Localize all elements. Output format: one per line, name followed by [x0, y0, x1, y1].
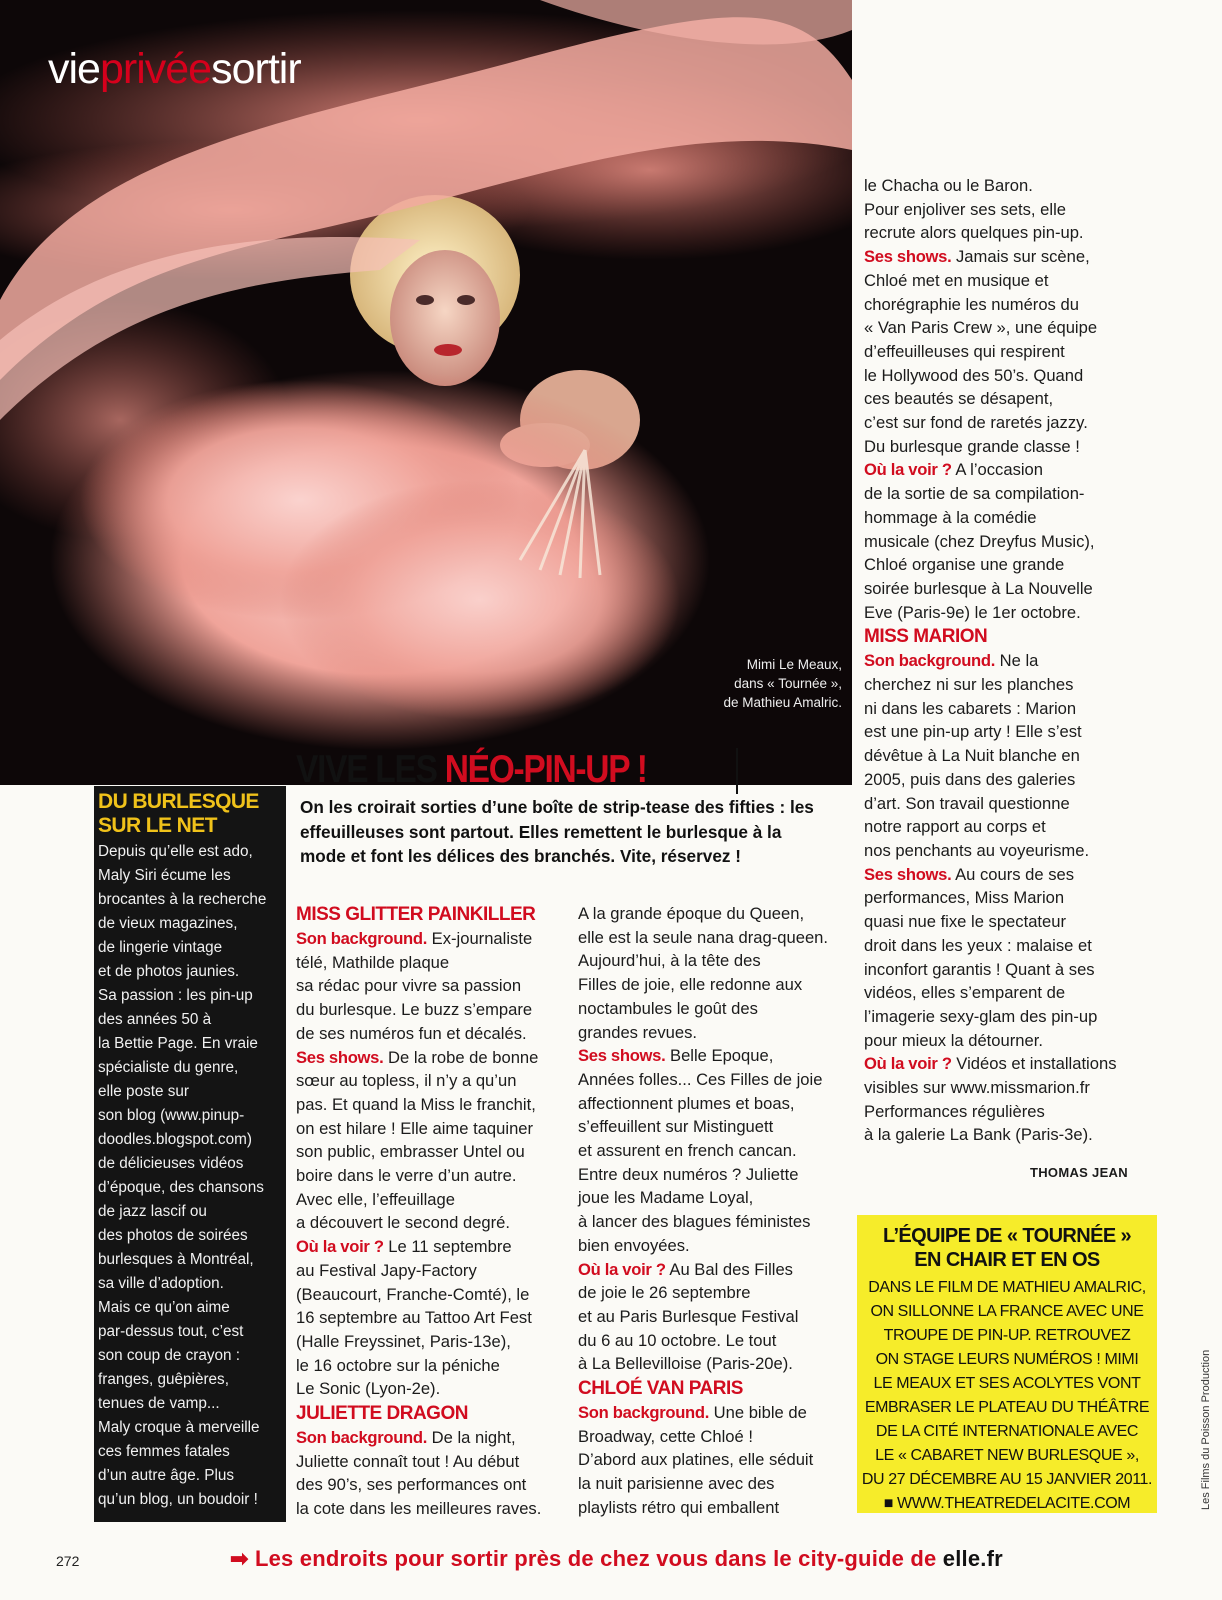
info-box-line: ON SILLONNE LA FRANCE AVEC UNE: [870, 1303, 1144, 1320]
paragraph-label: Ses shows.: [578, 1046, 666, 1066]
paragraph-label: Où la voir ?: [296, 1237, 384, 1257]
text-line: [864, 506, 1164, 530]
line-text: De la night,: [427, 1428, 516, 1448]
column-b: [578, 902, 848, 1520]
line-text: s’effeuillent sur Mistinguett: [578, 1117, 774, 1137]
headline-red: NÉO-PIN-UP !: [444, 748, 647, 791]
line-text: Le 11 septembre: [383, 1237, 512, 1257]
line-text: recrute alors quelques pin-up.: [864, 223, 1084, 243]
text-line: [864, 553, 1164, 577]
sidebar-title-line: DU BURLESQUE: [98, 790, 259, 813]
text-line: [864, 221, 1164, 245]
text-line: [578, 1281, 848, 1305]
line-text: pour mieux la détourner.: [864, 1030, 1043, 1050]
line-text: Chloé organise une grande: [864, 555, 1065, 575]
text-line: [296, 1497, 558, 1521]
text-line: [864, 934, 1164, 958]
line-text: d’art. Son travail questionne: [864, 793, 1070, 813]
line-text: ces beautés se désapent,: [864, 389, 1054, 409]
text-line: [296, 1046, 558, 1070]
sidebar-line: burlesques à Montréal,: [98, 1251, 254, 1268]
line-text: Vidéos et installations: [951, 1054, 1117, 1074]
section-rubric: [48, 45, 301, 94]
sidebar-line: qu’un blog, un boudoir !: [98, 1491, 258, 1508]
sidebar-line: des photos de soirées: [98, 1227, 248, 1244]
paragraph-label: Ses shows.: [864, 864, 952, 884]
text-line: [864, 863, 1164, 887]
line-text: chorégraphie les numéros du: [864, 294, 1079, 314]
line-text: c’est sur fond de raretés jazzy.: [864, 413, 1088, 433]
info-box-line: LE MEAUX ET SES ACOLYTES VONT: [873, 1375, 1141, 1392]
text-line: [578, 1163, 848, 1187]
line-text: Une bible de: [709, 1403, 807, 1423]
text-line: [578, 1448, 848, 1472]
text-line: [864, 1029, 1164, 1053]
line-text: Filles de joie, elle redonne aux: [578, 975, 803, 995]
line-text: l’imagerie sexy-glam des pin-up: [864, 1006, 1098, 1026]
line-text: on est hilare ! Elle aime taquiner: [296, 1118, 534, 1138]
line-text: au Festival Japy-Factory: [296, 1260, 477, 1280]
info-box-title: [857, 1224, 1157, 1272]
info-box-line: DE LA CITÉ INTERNATIONALE AVEC: [875, 1423, 1139, 1440]
line-text: et au Paris Burlesque Festival: [578, 1306, 799, 1326]
line-text: Au Bal des Filles: [665, 1259, 793, 1279]
line-text: des 90’s, ses performances ont: [296, 1475, 527, 1495]
line-text: (Halle Freyssinet, Paris-13e),: [296, 1331, 511, 1351]
line-text: musicale (chez Dreyfus Music),: [864, 531, 1095, 551]
line-text: Performances régulières: [864, 1101, 1045, 1121]
column-a: [296, 902, 558, 1521]
text-line: [864, 269, 1164, 293]
info-box-line: ON STAGE LEURS NUMÉROS ! MIMI: [875, 1351, 1139, 1368]
sidebar-line: doodles.blogspot.com): [98, 1131, 252, 1148]
sidebar-line: ces femmes fatales: [98, 1443, 230, 1460]
text-line: [296, 1283, 558, 1307]
line-text: télé, Mathilde plaque: [296, 952, 450, 972]
rubric-sortir: sortir: [211, 45, 301, 93]
paragraph-label: Où la voir ?: [578, 1259, 666, 1279]
text-line: [578, 1472, 848, 1496]
text-line: [578, 1068, 848, 1092]
line-text: la cote dans les meilleures raves.: [296, 1499, 542, 1519]
text-line: [578, 1186, 848, 1210]
paragraph-label: Ses shows.: [296, 1047, 384, 1067]
text-line: [296, 1306, 558, 1330]
text-line: [296, 998, 558, 1022]
paragraph-label: Son background.: [578, 1403, 710, 1423]
text-line: [296, 1450, 558, 1474]
paragraph: [578, 1258, 848, 1377]
line-text: pas. Et quand la Miss le franchit,: [296, 1094, 536, 1114]
line-text: 2005, puis dans des galeries: [864, 769, 1076, 789]
headline-rule: [736, 748, 738, 794]
text-line: [578, 1258, 848, 1282]
paragraph: [864, 1052, 1164, 1147]
text-line: [296, 1164, 558, 1188]
text-line: [296, 927, 558, 951]
line-text: Ex-journaliste: [427, 929, 533, 948]
line-text: joue les Madame Loyal,: [578, 1188, 754, 1208]
sidebar-line: elle poste sur: [98, 1083, 189, 1100]
line-text: 16 septembre au Tattoo Art Fest: [296, 1308, 532, 1328]
text-line: [864, 387, 1164, 411]
text-line: [296, 1211, 558, 1235]
line-text: Pour enjoliver ses sets, elle: [864, 199, 1066, 219]
info-box-title-line: L’ÉQUIPE DE « TOURNÉE »: [882, 1225, 1132, 1247]
paragraph-label: Ses shows.: [864, 247, 952, 267]
info-box-line: LE « CABARET NEW BURLESQUE »,: [875, 1447, 1139, 1464]
sidebar-line: d’un autre âge. Plus: [98, 1467, 235, 1484]
line-text: le Chacha ou le Baron.: [864, 176, 1033, 195]
line-text: hommage à la comédie: [864, 507, 1037, 527]
sidebar-line: tenues de vamp...: [98, 1395, 220, 1412]
sidebar-line: Depuis qu’elle est ado,: [98, 843, 253, 860]
sidebar-line: de lingerie vintage: [98, 939, 223, 956]
line-text: playlists rétro qui emballent: [578, 1497, 780, 1517]
sidebar-text: [98, 840, 288, 1512]
line-text: d’effeuilleuses qui respirent: [864, 341, 1065, 361]
line-text: Chloé met en musique et: [864, 270, 1049, 290]
text-line: [296, 1330, 558, 1354]
line-text: Avec elle, l’effeuillage: [296, 1189, 455, 1209]
line-text: A l’occasion: [951, 460, 1044, 480]
line-text: « Van Paris Crew », une équipe: [864, 318, 1098, 338]
line-text: noctambules le goût des: [578, 998, 758, 1018]
line-text: Juliette connaît tout ! Au début: [296, 1451, 520, 1471]
line-text: elle est la seule nana drag-queen.: [578, 927, 829, 947]
sidebar-line: son blog (www.pinup-: [98, 1107, 245, 1124]
text-line: [296, 1377, 558, 1401]
line-text: sa rédac pour vivre sa passion: [296, 976, 522, 996]
paragraph-label: Son background.: [864, 651, 996, 671]
line-text: est une pin-up arty ! Elle s’est: [864, 722, 1082, 742]
sidebar-line: des années 50 à: [98, 1011, 212, 1028]
text-line: [864, 1123, 1164, 1147]
text-line: [864, 649, 1164, 673]
info-box-line: DANS LE FILM DE MATHIEU AMALRIC,: [868, 1279, 1146, 1296]
paragraph: [864, 649, 1164, 862]
line-text: Entre deux numéros ? Juliette: [578, 1164, 799, 1184]
line-text: D’abord aux platines, elle séduit: [578, 1450, 814, 1470]
text-line: [296, 1140, 558, 1164]
line-text: Années folles... Ces Filles de joie: [578, 1069, 823, 1089]
text-line: [864, 435, 1164, 459]
text-line: [864, 482, 1164, 506]
text-line: [578, 973, 848, 997]
paragraph: [578, 1044, 848, 1257]
text-line: [864, 316, 1164, 340]
text-line: [864, 577, 1164, 601]
sidebar-line: Sa passion : les pin-up: [98, 987, 253, 1004]
text-line: [578, 1044, 848, 1068]
line-text: Au cours de ses: [951, 864, 1075, 884]
sidebar-line: de jazz lascif ou: [98, 1203, 207, 1220]
line-text: (Beaucourt, Franche-Comté), le: [296, 1284, 530, 1304]
text-line: [296, 1117, 558, 1141]
line-text: a découvert le second degré.: [296, 1213, 511, 1233]
info-box-text: [861, 1276, 1153, 1516]
line-text: boire dans le verre d’un autre.: [296, 1166, 517, 1186]
text-line: [296, 1093, 558, 1117]
text-line: [578, 902, 848, 926]
line-text: la nuit parisienne avec des: [578, 1474, 775, 1494]
line-text: bien envoyées.: [578, 1235, 690, 1255]
text-line: [578, 1115, 848, 1139]
line-text: droit dans les yeux : malaise et: [864, 935, 1092, 955]
line-text: de joie le 26 septembre: [578, 1283, 751, 1303]
text-line: [296, 1354, 558, 1378]
text-line: [864, 530, 1164, 554]
caption-line: Mimi Le Meaux,: [746, 657, 842, 672]
text-line: [864, 981, 1164, 1005]
line-text: et assurent en french cancan.: [578, 1141, 797, 1161]
sidebar-line: Mais ce qu’on aime: [98, 1299, 230, 1316]
footer-site-link[interactable]: elle.fr: [942, 1546, 1003, 1571]
line-text: Belle Epoque,: [665, 1046, 774, 1066]
line-text: dévêtue à La Nuit blanche en: [864, 746, 1080, 766]
text-line: [296, 1069, 558, 1093]
line-text: Aujourd’hui, à la tête des: [578, 951, 761, 971]
text-line: [864, 1076, 1164, 1100]
caption-line: dans « Tournée »,: [734, 676, 842, 691]
sidebar-line: la Bettie Page. En vraie: [98, 1035, 258, 1052]
paragraph: [296, 1235, 558, 1401]
info-box-line: EMBRASER LE PLATEAU DU THÉÂTRE: [864, 1399, 1150, 1416]
sidebar-line: par-dessus tout, c’est: [98, 1323, 244, 1340]
info-box-line: TROUPE DE PIN-UP. RETROUVEZ: [883, 1327, 1131, 1344]
sidebar-line: et de photos jaunies.: [98, 963, 240, 980]
paragraph: [864, 174, 1164, 245]
text-line: [296, 951, 558, 975]
text-line: [864, 174, 1164, 198]
text-line: [578, 1352, 848, 1376]
sidebar-line: d’époque, des chansons: [98, 1179, 264, 1196]
line-text: sœur au topless, il n’y a qu’un: [296, 1071, 517, 1091]
sidebar-line: franges, guêpières,: [98, 1371, 229, 1388]
line-text: Eve (Paris-9e) le 1er octobre.: [864, 602, 1081, 622]
text-line: [296, 1188, 558, 1212]
paragraph: [864, 458, 1164, 624]
text-line: [578, 1305, 848, 1329]
paragraph-label: Où la voir ?: [864, 1054, 952, 1074]
photo-caption: [680, 655, 842, 712]
text-line: [296, 1426, 558, 1450]
line-text: visibles sur www.missmarion.fr: [864, 1078, 1090, 1098]
line-text: à La Bellevilloise (Paris-20e).: [578, 1354, 793, 1374]
line-text: cherchez ni sur les planches: [864, 675, 1074, 695]
text-line: [864, 792, 1164, 816]
chapo: On les croirait sorties d’une boîte de strip-tease des fifties : les effeuilleuses sont partout. Elles remettent le burlesque à la mode et font les délices des branchés. Vite, réservez !: [300, 797, 814, 866]
line-text: le 16 octobre sur la péniche: [296, 1355, 500, 1375]
caption-line: de Mathieu Amalric.: [723, 695, 842, 710]
text-line: [578, 1496, 848, 1520]
sidebar-line: Maly croque à merveille: [98, 1419, 260, 1436]
line-text: de la sortie de sa compilation-: [864, 484, 1085, 504]
column-right: [864, 174, 1164, 1147]
text-line: [296, 1473, 558, 1497]
line-text: performances, Miss Marion: [864, 888, 1065, 908]
photo-credit: Les Films du Poisson Production: [1200, 1349, 1212, 1510]
line-text: De la robe de bonne: [383, 1047, 539, 1067]
line-text: affectionnent plumes et boas,: [578, 1093, 795, 1113]
text-line: [578, 997, 848, 1021]
sidebar-line: de délicieuses vidéos: [98, 1155, 244, 1172]
line-text: à la galerie La Bank (Paris-3e).: [864, 1125, 1093, 1145]
text-line: [864, 1052, 1164, 1076]
text-line: [864, 697, 1164, 721]
headline: [296, 748, 647, 792]
author-signature: THOMAS JEAN: [1030, 1165, 1128, 1180]
text-line: [864, 720, 1164, 744]
text-line: [864, 910, 1164, 934]
sidebar-line: de vieux magazines,: [98, 915, 238, 932]
line-text: vidéos, elles s’emparent de: [864, 983, 1066, 1003]
paragraph: [296, 1426, 558, 1521]
text-line: [296, 1235, 558, 1259]
line-text: notre rapport au corps et: [864, 817, 1046, 837]
line-text: Broadway, cette Chloé !: [578, 1426, 753, 1446]
line-text: Le Sonic (Lyon-2e).: [296, 1379, 441, 1399]
headline-black: VIVE LES: [296, 748, 445, 791]
paragraph: [578, 1401, 848, 1520]
text-line: [578, 1021, 848, 1045]
text-line: [864, 958, 1164, 982]
paragraph: [296, 927, 558, 1046]
info-box-line: ■ WWW.THEATREDELACITE.COM: [883, 1495, 1131, 1512]
footer-promo[interactable]: [230, 1546, 1003, 1572]
paragraph: [296, 1046, 558, 1236]
line-text: nos penchants au voyeurisme.: [864, 840, 1090, 860]
text-line: [578, 1425, 848, 1449]
text-line: [578, 1401, 848, 1425]
arrow-icon: ➡: [230, 1546, 249, 1571]
line-text: ni dans les cabarets : Marion: [864, 698, 1077, 718]
sidebar-title: [98, 790, 284, 838]
line-text: du 6 au 10 octobre. Le tout: [578, 1330, 777, 1350]
text-line: [864, 458, 1164, 482]
line-text: Ne la: [995, 651, 1039, 671]
subhead: MISS GLITTER PAINKILLER: [296, 904, 536, 925]
text-line: [864, 364, 1164, 388]
subhead: JULIETTE DRAGON: [296, 1403, 468, 1425]
text-line: [864, 768, 1164, 792]
text-line: [296, 1259, 558, 1283]
text-line: [864, 815, 1164, 839]
text-line: [578, 1329, 848, 1353]
line-text: Jamais sur scène,: [951, 247, 1090, 267]
line-text: grandes revues.: [578, 1022, 697, 1042]
line-text: du burlesque. Le buzz s’empare: [296, 1000, 533, 1020]
paragraph-label: Son background.: [296, 1428, 428, 1448]
text-line: [864, 1100, 1164, 1124]
text-line: [578, 949, 848, 973]
sidebar-title-line: SUR LE NET: [98, 814, 217, 837]
line-text: le Hollywood des 50’s. Quand: [864, 365, 1084, 385]
text-line: [578, 1210, 848, 1234]
text-line: [864, 839, 1164, 863]
text-line: [578, 1092, 848, 1116]
text-line: [864, 293, 1164, 317]
info-box-title-line: EN CHAIR ET EN OS: [914, 1249, 1100, 1271]
rubric-vie: vie: [48, 45, 100, 93]
page-number: 272: [56, 1553, 80, 1569]
text-line: [864, 411, 1164, 435]
text-line: [578, 1234, 848, 1258]
sidebar-line: spécialiste du genre,: [98, 1059, 239, 1076]
line-text: de ses numéros fun et décalés.: [296, 1023, 527, 1043]
subhead: MISS MARION: [864, 626, 988, 648]
paragraph: [864, 245, 1164, 458]
line-text: quasi nue fixe le spectateur: [864, 912, 1067, 932]
sidebar-line: Maly Siri écume les: [98, 867, 231, 884]
line-text: A la grande époque du Queen,: [578, 904, 805, 923]
footer-text: Les endroits pour sortir près de chez vous dans le city-guide de: [254, 1546, 943, 1571]
line-text: inconfort garantis ! Quant à ses: [864, 959, 1095, 979]
text-line: [864, 673, 1164, 697]
paragraph: [578, 902, 848, 1044]
line-text: soirée burlesque à La Nouvelle: [864, 578, 1093, 598]
rubric-privee: privée: [99, 45, 212, 93]
line-text: son public, embrasser Untel ou: [296, 1142, 525, 1162]
text-line: [864, 886, 1164, 910]
text-line: [578, 1139, 848, 1163]
paragraph-label: Son background.: [296, 929, 428, 948]
line-text: Du burlesque grande classe !: [864, 436, 1080, 456]
text-line: [296, 974, 558, 998]
text-line: [296, 1022, 558, 1046]
text-line: [578, 926, 848, 950]
text-line: [864, 340, 1164, 364]
text-line: [864, 245, 1164, 269]
paragraph: [864, 863, 1164, 1053]
sidebar-line: brocantes à la recherche: [98, 891, 267, 908]
info-box-line: DU 27 DÉCEMBRE AU 15 JANVIER 2011.: [861, 1471, 1153, 1488]
subhead: CHLOÉ VAN PARIS: [578, 1378, 743, 1400]
sidebar-line: son coup de crayon :: [98, 1347, 241, 1364]
text-line: [864, 198, 1164, 222]
text-line: [864, 1005, 1164, 1029]
paragraph-label: Où la voir ?: [864, 460, 952, 480]
sidebar-line: sa ville d’adoption.: [98, 1275, 224, 1292]
line-text: à lancer des blagues féministes: [578, 1212, 811, 1232]
text-line: [864, 601, 1164, 625]
text-line: [864, 744, 1164, 768]
